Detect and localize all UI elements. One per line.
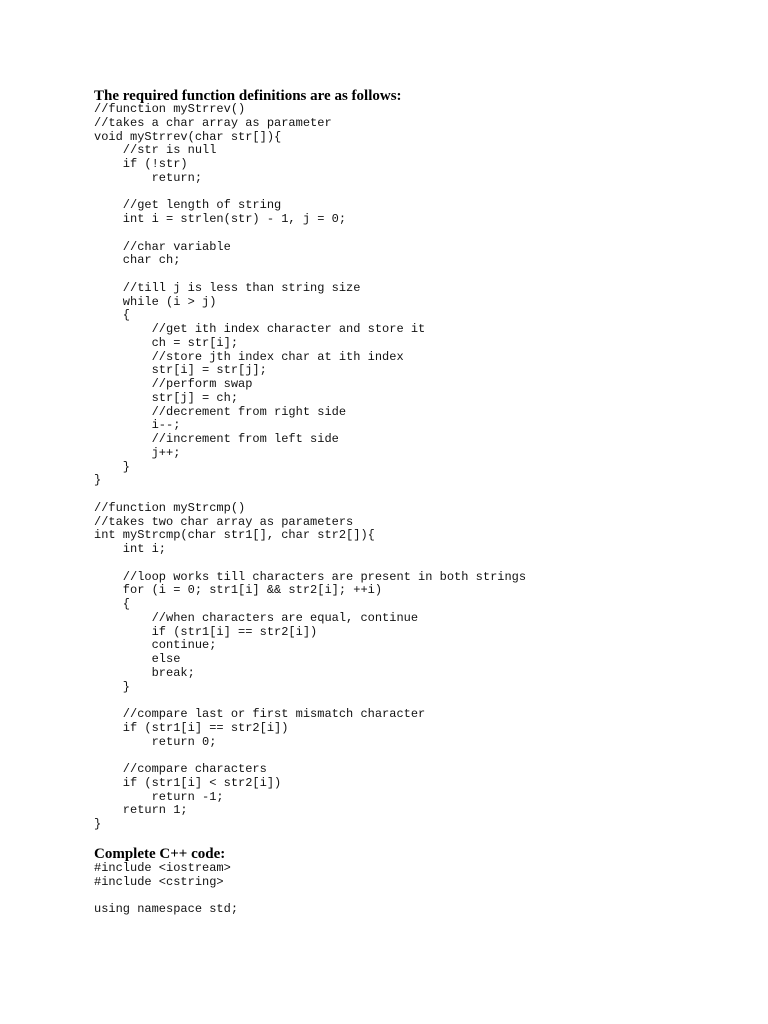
code-line	[94, 186, 526, 200]
code-line: ch = str[i];	[94, 335, 239, 350]
code-line: }	[94, 459, 131, 474]
code-line: continue;	[94, 638, 217, 653]
code-block-complete	[94, 862, 238, 917]
code-line: //loop works till characters are present in both strings	[94, 569, 527, 584]
code-line: }	[94, 473, 102, 488]
code-line	[94, 890, 238, 904]
code-line: //decrement from right side	[94, 404, 347, 419]
code-line	[94, 268, 526, 282]
code-line: else	[94, 652, 181, 666]
code-line	[94, 227, 526, 241]
code-line: //till j is less than string size	[94, 280, 361, 295]
code-line: if (str1[i] < str2[i])	[94, 775, 282, 790]
code-line: //takes two char array as parameters	[94, 514, 354, 529]
code-line: break;	[94, 665, 195, 680]
code-line: //function myStrrev()	[94, 102, 246, 116]
code-line: return;	[94, 170, 203, 185]
code-line: //get length of string	[94, 198, 282, 213]
code-line	[94, 557, 526, 571]
section-heading-definitions: The required function definitions are as follows:	[94, 88, 402, 104]
code-line: //increment from left side	[94, 432, 339, 446]
code-line: //get ith index character and store it	[94, 322, 426, 336]
code-line: for (i = 0; str1[i] && str2[i]; ++i)	[94, 583, 383, 598]
code-line: //compare last or first mismatch character	[94, 707, 426, 721]
code-line	[94, 749, 526, 763]
code-line: str[i] = str[j];	[94, 363, 267, 378]
code-line: {	[94, 597, 131, 611]
code-line: str[j] = ch;	[94, 390, 239, 405]
code-line: //takes a char array as parameter	[94, 115, 332, 130]
code-line: //store jth index char at ith index	[94, 349, 404, 364]
code-line: while (i > j)	[94, 294, 217, 309]
code-line: j++;	[94, 445, 181, 460]
code-line: return -1;	[94, 789, 224, 804]
section-heading-complete-code: Complete C++ code:	[94, 846, 226, 862]
code-line: int myStrcmp(char str1[], char str2[]){	[94, 528, 375, 543]
code-line: #include <cstring>	[94, 874, 224, 889]
code-block-definitions	[94, 103, 526, 832]
code-line: {	[94, 308, 131, 323]
code-line: }	[94, 679, 131, 694]
code-line: //when characters are equal, continue	[94, 610, 419, 625]
code-line: //function myStrcmp()	[94, 500, 246, 515]
code-line	[94, 488, 526, 502]
code-line: }	[94, 817, 102, 831]
code-line: //str is null	[94, 143, 217, 158]
code-line: //compare characters	[94, 762, 267, 776]
code-line: char ch;	[94, 253, 181, 268]
code-line: //char variable	[94, 239, 231, 254]
code-line	[94, 694, 526, 708]
code-line: #include <iostream>	[94, 861, 231, 875]
code-line: i--;	[94, 418, 181, 433]
code-line: void myStrrev(char str[]){	[94, 129, 282, 144]
code-line: return 1;	[94, 803, 188, 818]
code-line: using namespace std;	[94, 902, 239, 917]
code-line: int i;	[94, 542, 167, 556]
code-line: if (str1[i] == str2[i])	[94, 624, 318, 639]
code-line: return 0;	[94, 734, 217, 749]
code-line: int i = strlen(str) - 1, j = 0;	[94, 212, 347, 226]
code-line: //perform swap	[94, 377, 253, 391]
code-line: if (str1[i] == str2[i])	[94, 720, 289, 735]
code-line: if (!str)	[94, 157, 188, 171]
